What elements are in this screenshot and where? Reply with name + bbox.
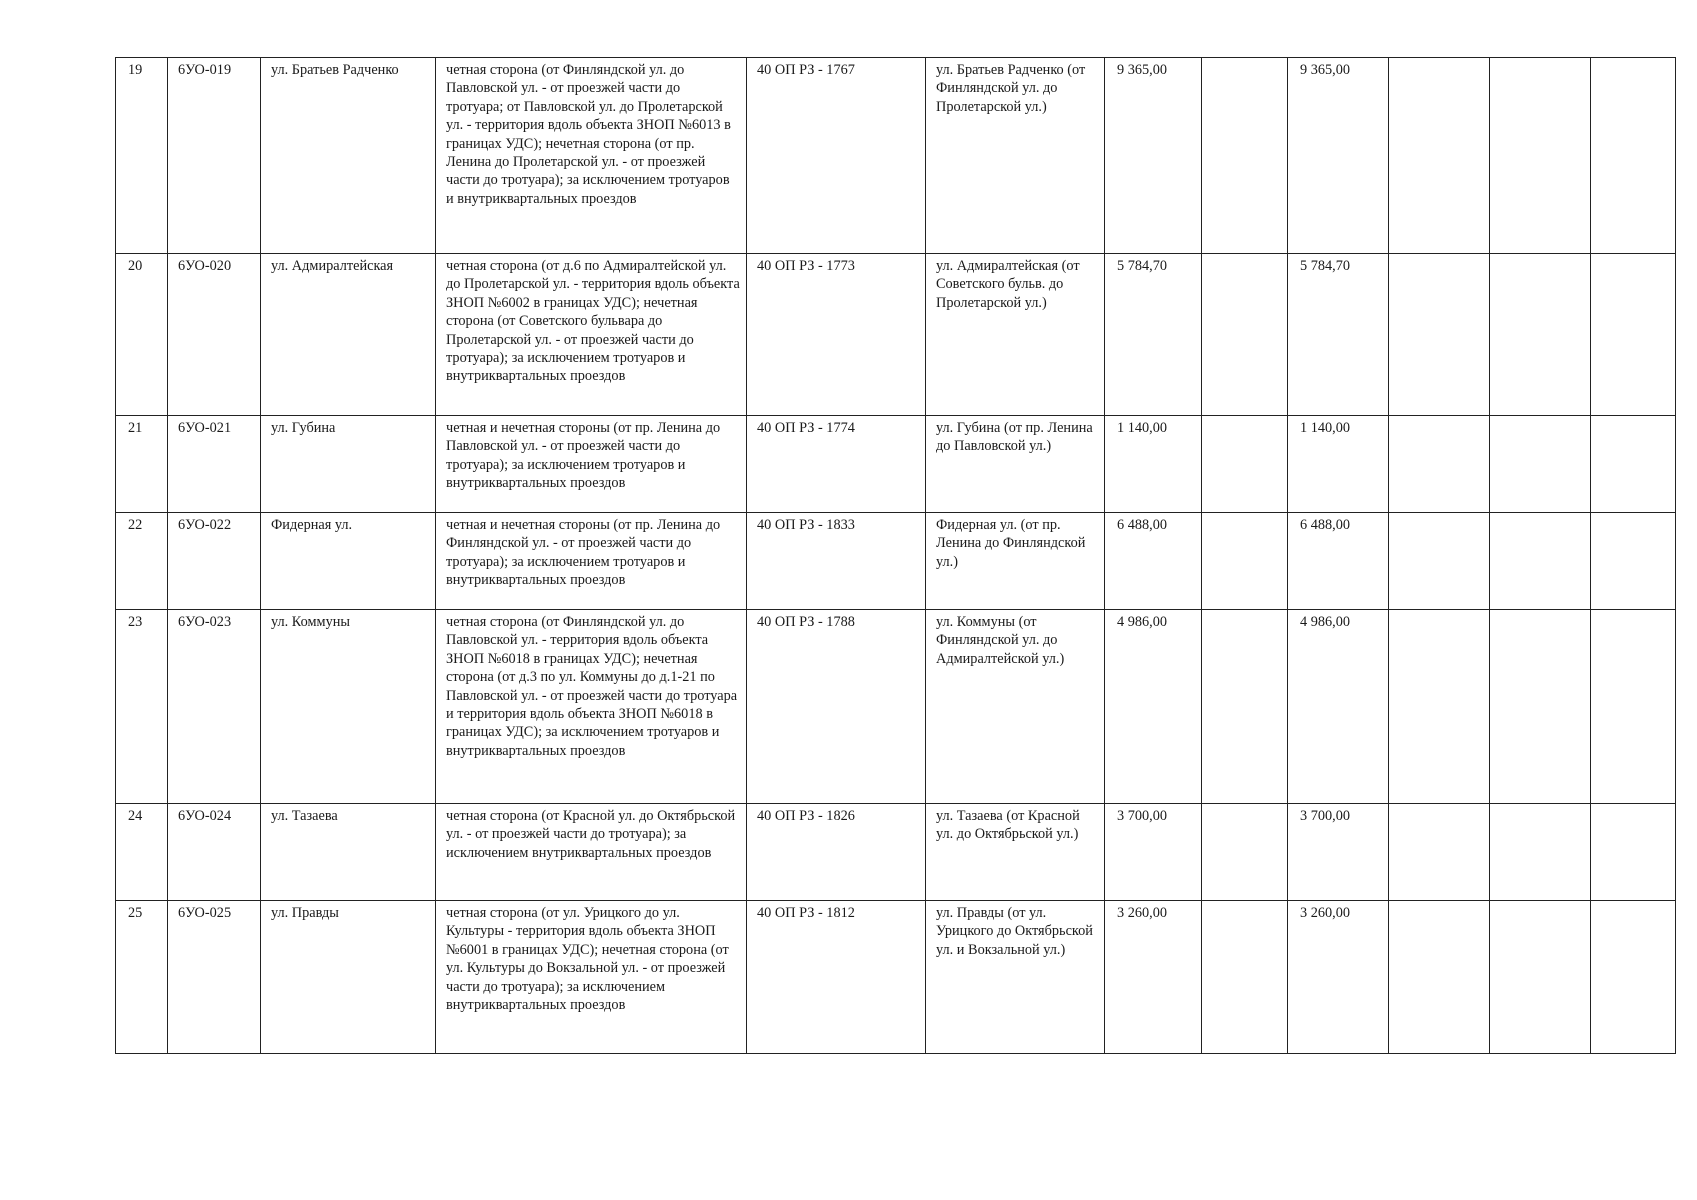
area-description: четная сторона (от Красной ул. до Октябрьской ул. - от проезжей части до тротуара); за исключением внутриквартальных проездов (436, 804, 747, 901)
street-name: ул. Коммуны (261, 610, 436, 804)
empty-cell (1490, 901, 1591, 1054)
empty-cell (1490, 804, 1591, 901)
area-b: 6 488,00 (1288, 513, 1389, 610)
road-name: ул. Коммуны (от Финляндской ул. до Адмиралтейской ул.) (926, 610, 1105, 804)
empty-cell (1591, 804, 1676, 901)
object-code: 6УО-019 (168, 58, 261, 254)
street-name: Фидерная ул. (261, 513, 436, 610)
empty-cell (1591, 513, 1676, 610)
row-number: 20 (116, 254, 168, 416)
street-name: ул. Тазаева (261, 804, 436, 901)
road-id: 40 ОП РЗ - 1788 (747, 610, 926, 804)
empty-cell (1591, 254, 1676, 416)
area-a (1202, 416, 1288, 513)
area-total: 3 700,00 (1105, 804, 1202, 901)
object-code: 6УО-020 (168, 254, 261, 416)
road-name: ул. Братьев Радченко (от Финляндской ул. до Пролетарской ул.) (926, 58, 1105, 254)
area-total: 4 986,00 (1105, 610, 1202, 804)
empty-cell (1490, 416, 1591, 513)
area-total: 1 140,00 (1105, 416, 1202, 513)
row-number: 19 (116, 58, 168, 254)
row-number: 25 (116, 901, 168, 1054)
road-name: Фидерная ул. (от пр. Ленина до Финляндской ул.) (926, 513, 1105, 610)
object-code: 6УО-025 (168, 901, 261, 1054)
area-b: 9 365,00 (1288, 58, 1389, 254)
road-id: 40 ОП РЗ - 1812 (747, 901, 926, 1054)
area-total: 9 365,00 (1105, 58, 1202, 254)
table-row (116, 610, 1676, 804)
empty-cell (1490, 610, 1591, 804)
area-b: 3 700,00 (1288, 804, 1389, 901)
street-name: ул. Братьев Радченко (261, 58, 436, 254)
empty-cell (1389, 610, 1490, 804)
area-description: четная сторона (от Финляндской ул. до Павловской ул. - территория вдоль объекта ЗНОП №6018 в границах УДС); нечетная сторона (от д.3 по ул. Коммуны до д.1-21 по Павловской ул. - от проезжей части до тротуара и территория вдоль объекта ЗНОП №6018 в границах УДС); за исключением тротуаров и внутриквартальных проездов (436, 610, 747, 804)
street-name: ул. Правды (261, 901, 436, 1054)
table-row (116, 804, 1676, 901)
road-id: 40 ОП РЗ - 1833 (747, 513, 926, 610)
area-a (1202, 610, 1288, 804)
row-number: 21 (116, 416, 168, 513)
road-name: ул. Губина (от пр. Ленина до Павловской ул.) (926, 416, 1105, 513)
table-row (116, 416, 1676, 513)
table-row (116, 58, 1676, 254)
road-id: 40 ОП РЗ - 1773 (747, 254, 926, 416)
area-b: 5 784,70 (1288, 254, 1389, 416)
area-a (1202, 58, 1288, 254)
area-description: четная и нечетная стороны (от пр. Ленина до Павловской ул. - от проезжей части до тротуара); за исключением тротуаров и внутриквартальных проездов (436, 416, 747, 513)
table-row (116, 254, 1676, 416)
area-a (1202, 804, 1288, 901)
empty-cell (1389, 254, 1490, 416)
empty-cell (1389, 901, 1490, 1054)
empty-cell (1591, 416, 1676, 513)
object-code: 6УО-022 (168, 513, 261, 610)
table-row (116, 901, 1676, 1054)
object-code: 6УО-023 (168, 610, 261, 804)
empty-cell (1591, 610, 1676, 804)
row-number: 22 (116, 513, 168, 610)
registry-table (115, 57, 1676, 1054)
area-total: 5 784,70 (1105, 254, 1202, 416)
row-number: 23 (116, 610, 168, 804)
empty-cell (1490, 513, 1591, 610)
empty-cell (1591, 901, 1676, 1054)
empty-cell (1389, 416, 1490, 513)
road-name: ул. Правды (от ул. Урицкого до Октябрьской ул. и Вокзальной ул.) (926, 901, 1105, 1054)
empty-cell (1389, 58, 1490, 254)
table-row (116, 513, 1676, 610)
object-code: 6УО-021 (168, 416, 261, 513)
road-id: 40 ОП РЗ - 1826 (747, 804, 926, 901)
area-a (1202, 254, 1288, 416)
area-description: четная сторона (от д.6 по Адмиралтейской ул. до Пролетарской ул. - территория вдоль объекта ЗНОП №6002 в границах УДС); нечетная сторона (от Советского бульвара до Пролетарской ул. - от проезжей части до тротуара); за исключением тротуаров и внутриквартальных проездов (436, 254, 747, 416)
empty-cell (1490, 58, 1591, 254)
row-number: 24 (116, 804, 168, 901)
area-b: 3 260,00 (1288, 901, 1389, 1054)
area-a (1202, 901, 1288, 1054)
road-id: 40 ОП РЗ - 1774 (747, 416, 926, 513)
area-b: 1 140,00 (1288, 416, 1389, 513)
street-name: ул. Адмиралтейская (261, 254, 436, 416)
object-code: 6УО-024 (168, 804, 261, 901)
area-a (1202, 513, 1288, 610)
empty-cell (1490, 254, 1591, 416)
road-id: 40 ОП РЗ - 1767 (747, 58, 926, 254)
street-name: ул. Губина (261, 416, 436, 513)
area-description: четная сторона (от ул. Урицкого до ул. Культуры - территория вдоль объекта ЗНОП №6001 в границах УДС); нечетная сторона (от ул. Культуры до Вокзальной ул. - от проезжей части до тротуара); за исключением внутриквартальных проездов (436, 901, 747, 1054)
area-total: 6 488,00 (1105, 513, 1202, 610)
area-b: 4 986,00 (1288, 610, 1389, 804)
area-total: 3 260,00 (1105, 901, 1202, 1054)
road-name: ул. Адмиралтейская (от Советского бульв. до Пролетарской ул.) (926, 254, 1105, 416)
road-name: ул. Тазаева (от Красной ул. до Октябрьской ул.) (926, 804, 1105, 901)
empty-cell (1591, 58, 1676, 254)
area-description: четная сторона (от Финляндской ул. до Павловской ул. - от проезжей части до тротуара; от Павловской ул. до Пролетарской ул. - территория вдоль объекта ЗНОП №6013 в границах УДС); нечетная сторона (от пр. Ленина до Пролетарской ул. - от проезжей части до тротуара); за исключением тротуаров и внутриквартальных проездов (436, 58, 747, 254)
empty-cell (1389, 804, 1490, 901)
empty-cell (1389, 513, 1490, 610)
area-description: четная и нечетная стороны (от пр. Ленина до Финляндской ул. - от проезжей части до тротуара); за исключением тротуаров и внутриквартальных проездов (436, 513, 747, 610)
